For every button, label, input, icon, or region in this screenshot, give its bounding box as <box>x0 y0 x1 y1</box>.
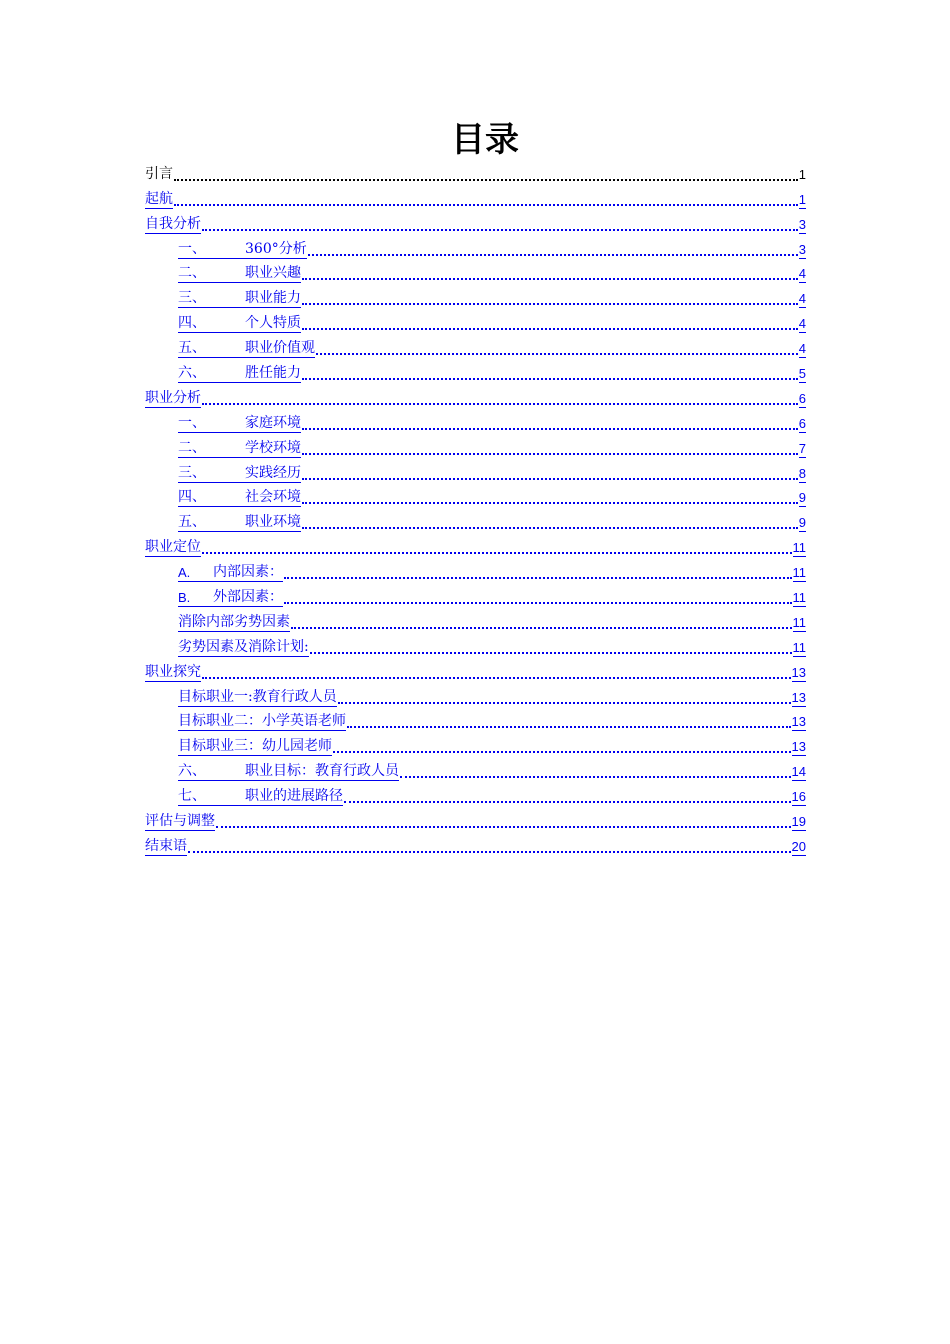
toc-entry-number: 三、 <box>178 290 206 307</box>
toc-dot-leader <box>302 328 798 330</box>
toc-entry[interactable] <box>145 707 806 732</box>
toc-entry-text: 学校环境 <box>245 439 301 456</box>
toc-entry[interactable] <box>145 806 806 831</box>
toc-entry-text: 外部因素： <box>213 589 283 606</box>
toc-title: 目录 <box>451 120 519 160</box>
toc-entry-text: 职业兴趣 <box>245 265 301 282</box>
toc-page-number: 11 <box>792 614 806 630</box>
toc-dot-leader <box>174 204 798 206</box>
toc-entry[interactable] <box>145 507 806 532</box>
toc-entry-label <box>178 315 301 333</box>
toc-entry[interactable] <box>145 682 806 707</box>
toc-entry-text: 职业环境 <box>245 514 301 531</box>
toc-entry[interactable] <box>145 383 806 408</box>
toc-entry[interactable] <box>145 632 806 657</box>
toc-entry-text: 职业能力 <box>245 290 301 307</box>
toc-entry-label <box>178 689 337 707</box>
toc-entry-label <box>178 564 283 582</box>
toc-entry-label <box>178 290 301 308</box>
toc-page-number: 19 <box>791 814 806 830</box>
toc-entry-text: 目标职业二：小学英语老师 <box>178 713 346 730</box>
toc-entry[interactable] <box>145 234 806 259</box>
toc-page-number: 6 <box>798 415 806 431</box>
toc-dot-leader <box>333 751 791 753</box>
toc-entry-number: B. <box>178 590 191 606</box>
toc-page-number: 5 <box>798 366 806 382</box>
toc-entry-number: 五、 <box>178 514 206 531</box>
toc-entry-label <box>145 838 187 856</box>
table-of-contents <box>145 159 806 856</box>
toc-entry-number: 五、 <box>178 340 206 357</box>
toc-page-number: 7 <box>798 440 806 456</box>
toc-page-number: 13 <box>791 714 806 730</box>
toc-entry-label <box>178 440 301 458</box>
toc-page-number: 11 <box>792 639 806 655</box>
toc-entry[interactable] <box>145 433 806 458</box>
toc-entry-number: 七、 <box>178 788 206 805</box>
toc-entry <box>145 159 806 184</box>
toc-page-number: 11 <box>792 540 806 556</box>
toc-entry-label <box>145 216 201 234</box>
toc-page-number: 3 <box>798 216 806 232</box>
toc-entry-label <box>178 265 301 283</box>
toc-entry-text: 结束语 <box>145 837 187 854</box>
toc-entry-number: 六、 <box>178 763 206 780</box>
toc-entry-text: 目标职业一:教育行政人员 <box>178 688 337 705</box>
toc-dot-leader <box>202 229 798 231</box>
toc-dot-leader <box>284 577 792 579</box>
toc-page-number: 4 <box>798 266 806 282</box>
toc-page-number: 4 <box>798 291 806 307</box>
toc-entry[interactable] <box>145 582 806 607</box>
toc-entry-label <box>178 788 343 806</box>
toc-page-number: 9 <box>798 490 806 506</box>
toc-dot-leader <box>202 403 798 405</box>
toc-entry-label <box>178 589 283 607</box>
toc-entry-number: 四、 <box>178 315 206 332</box>
toc-entry-label <box>178 241 307 259</box>
toc-entry-label <box>145 813 215 831</box>
toc-entry[interactable] <box>145 358 806 383</box>
toc-dot-leader <box>202 552 792 554</box>
toc-entry-text: 目标职业三：幼儿园老师 <box>178 738 332 755</box>
toc-entry-label <box>145 191 173 209</box>
toc-entry-text: 内部因素： <box>213 564 283 581</box>
toc-entry-label <box>178 415 301 433</box>
toc-entry-label <box>178 639 309 657</box>
toc-dot-leader <box>216 826 791 828</box>
toc-page-number: 11 <box>792 590 806 606</box>
toc-page-number: 1 <box>798 191 806 207</box>
toc-entry-text: 职业分析 <box>145 389 201 406</box>
toc-page-number: 13 <box>791 689 806 705</box>
toc-entry[interactable] <box>145 283 806 308</box>
toc-dot-leader <box>302 378 798 380</box>
toc-entry-label <box>178 365 301 383</box>
toc-entry-label <box>178 713 346 731</box>
toc-dot-leader <box>316 353 798 355</box>
toc-page-number: 13 <box>791 664 806 680</box>
toc-page-number: 6 <box>798 390 806 406</box>
toc-entry-text: 消除内部劣势因素 <box>178 613 290 630</box>
toc-entry-number: 二、 <box>178 439 206 456</box>
toc-dot-leader <box>347 726 791 728</box>
toc-page-number: 8 <box>798 465 806 481</box>
toc-entry-label <box>178 489 301 507</box>
toc-entry-label <box>145 166 173 184</box>
toc-entry-text: 评估与调整 <box>145 813 215 830</box>
toc-dot-leader <box>302 428 798 430</box>
toc-dot-leader <box>174 179 798 181</box>
toc-page-number: 13 <box>791 739 806 755</box>
toc-dot-leader <box>291 627 792 629</box>
toc-entry-number: A. <box>178 565 191 581</box>
toc-dot-leader <box>302 527 798 529</box>
toc-entry-text: 自我分析 <box>145 215 201 232</box>
toc-dot-leader <box>400 776 791 778</box>
toc-entry-label <box>178 340 315 358</box>
toc-entry-text: 家庭环境 <box>245 414 301 431</box>
toc-dot-leader <box>338 702 791 704</box>
toc-dot-leader <box>302 278 798 280</box>
toc-entry-text: 个人特质 <box>245 315 301 332</box>
toc-entry-text: 劣势因素及消除计划: <box>178 638 309 655</box>
toc-entry-label <box>178 614 290 632</box>
toc-dot-leader <box>344 801 791 803</box>
toc-entry[interactable] <box>145 408 806 433</box>
toc-entry-text: 引言 <box>145 165 173 182</box>
toc-dot-leader <box>302 453 798 455</box>
toc-entry-number: 六、 <box>178 365 206 382</box>
toc-entry-number: 一、 <box>178 414 206 431</box>
toc-entry[interactable] <box>145 781 806 806</box>
toc-page-number: 16 <box>791 789 806 805</box>
toc-dot-leader <box>308 254 798 256</box>
toc-entry[interactable] <box>145 557 806 582</box>
toc-entry-number: 四、 <box>178 489 206 506</box>
toc-entry[interactable] <box>145 333 806 358</box>
toc-entry[interactable] <box>145 657 806 682</box>
toc-page-number: 4 <box>798 341 806 357</box>
toc-page-number: 14 <box>791 764 806 780</box>
toc-entry-number: 二、 <box>178 265 206 282</box>
toc-page-number: 4 <box>798 316 806 332</box>
toc-entry[interactable] <box>145 458 806 483</box>
toc-entry-number: 三、 <box>178 464 206 481</box>
toc-entry-text: 胜任能力 <box>245 365 301 382</box>
toc-entry[interactable] <box>145 308 806 333</box>
toc-entry-text: 实践经历 <box>245 464 301 481</box>
toc-entry-label <box>178 514 301 532</box>
toc-dot-leader <box>284 602 792 604</box>
toc-entry[interactable] <box>145 532 806 557</box>
toc-entry-number: 一、 <box>178 240 206 257</box>
toc-page-number: 1 <box>798 166 806 182</box>
toc-entry[interactable] <box>145 483 806 508</box>
toc-entry[interactable] <box>145 831 806 856</box>
toc-entry-text: 社会环境 <box>245 489 301 506</box>
toc-entry[interactable] <box>145 756 806 781</box>
toc-entry[interactable] <box>145 259 806 284</box>
toc-entry[interactable] <box>145 209 806 234</box>
toc-entry-text: 360°分析 <box>245 240 307 257</box>
toc-entry-label <box>145 390 201 408</box>
toc-entry-text: 职业的进展路径 <box>245 788 343 805</box>
toc-entry-label <box>178 738 332 756</box>
toc-dot-leader <box>202 677 791 679</box>
toc-entry-text: 职业定位 <box>145 539 201 556</box>
toc-dot-leader <box>302 478 798 480</box>
toc-entry[interactable] <box>145 184 806 209</box>
toc-entry-text: 职业目标：教育行政人员 <box>245 763 399 780</box>
toc-dot-leader <box>302 303 798 305</box>
toc-page-number: 9 <box>798 515 806 531</box>
toc-entry-label <box>178 763 399 781</box>
toc-entry-label <box>145 539 201 557</box>
toc-entry-text: 职业探究 <box>145 663 201 680</box>
toc-entry-text: 起航 <box>145 190 173 207</box>
toc-dot-leader <box>188 851 791 853</box>
toc-entry-label <box>145 664 201 682</box>
toc-dot-leader <box>310 652 792 654</box>
toc-page-number: 11 <box>792 565 806 581</box>
toc-entry[interactable] <box>145 731 806 756</box>
toc-page-number: 20 <box>791 838 806 854</box>
toc-entry-label <box>178 465 301 483</box>
toc-dot-leader <box>302 502 798 504</box>
toc-page-number: 3 <box>798 241 806 257</box>
toc-entry-text: 职业价值观 <box>245 340 315 357</box>
toc-entry[interactable] <box>145 607 806 632</box>
